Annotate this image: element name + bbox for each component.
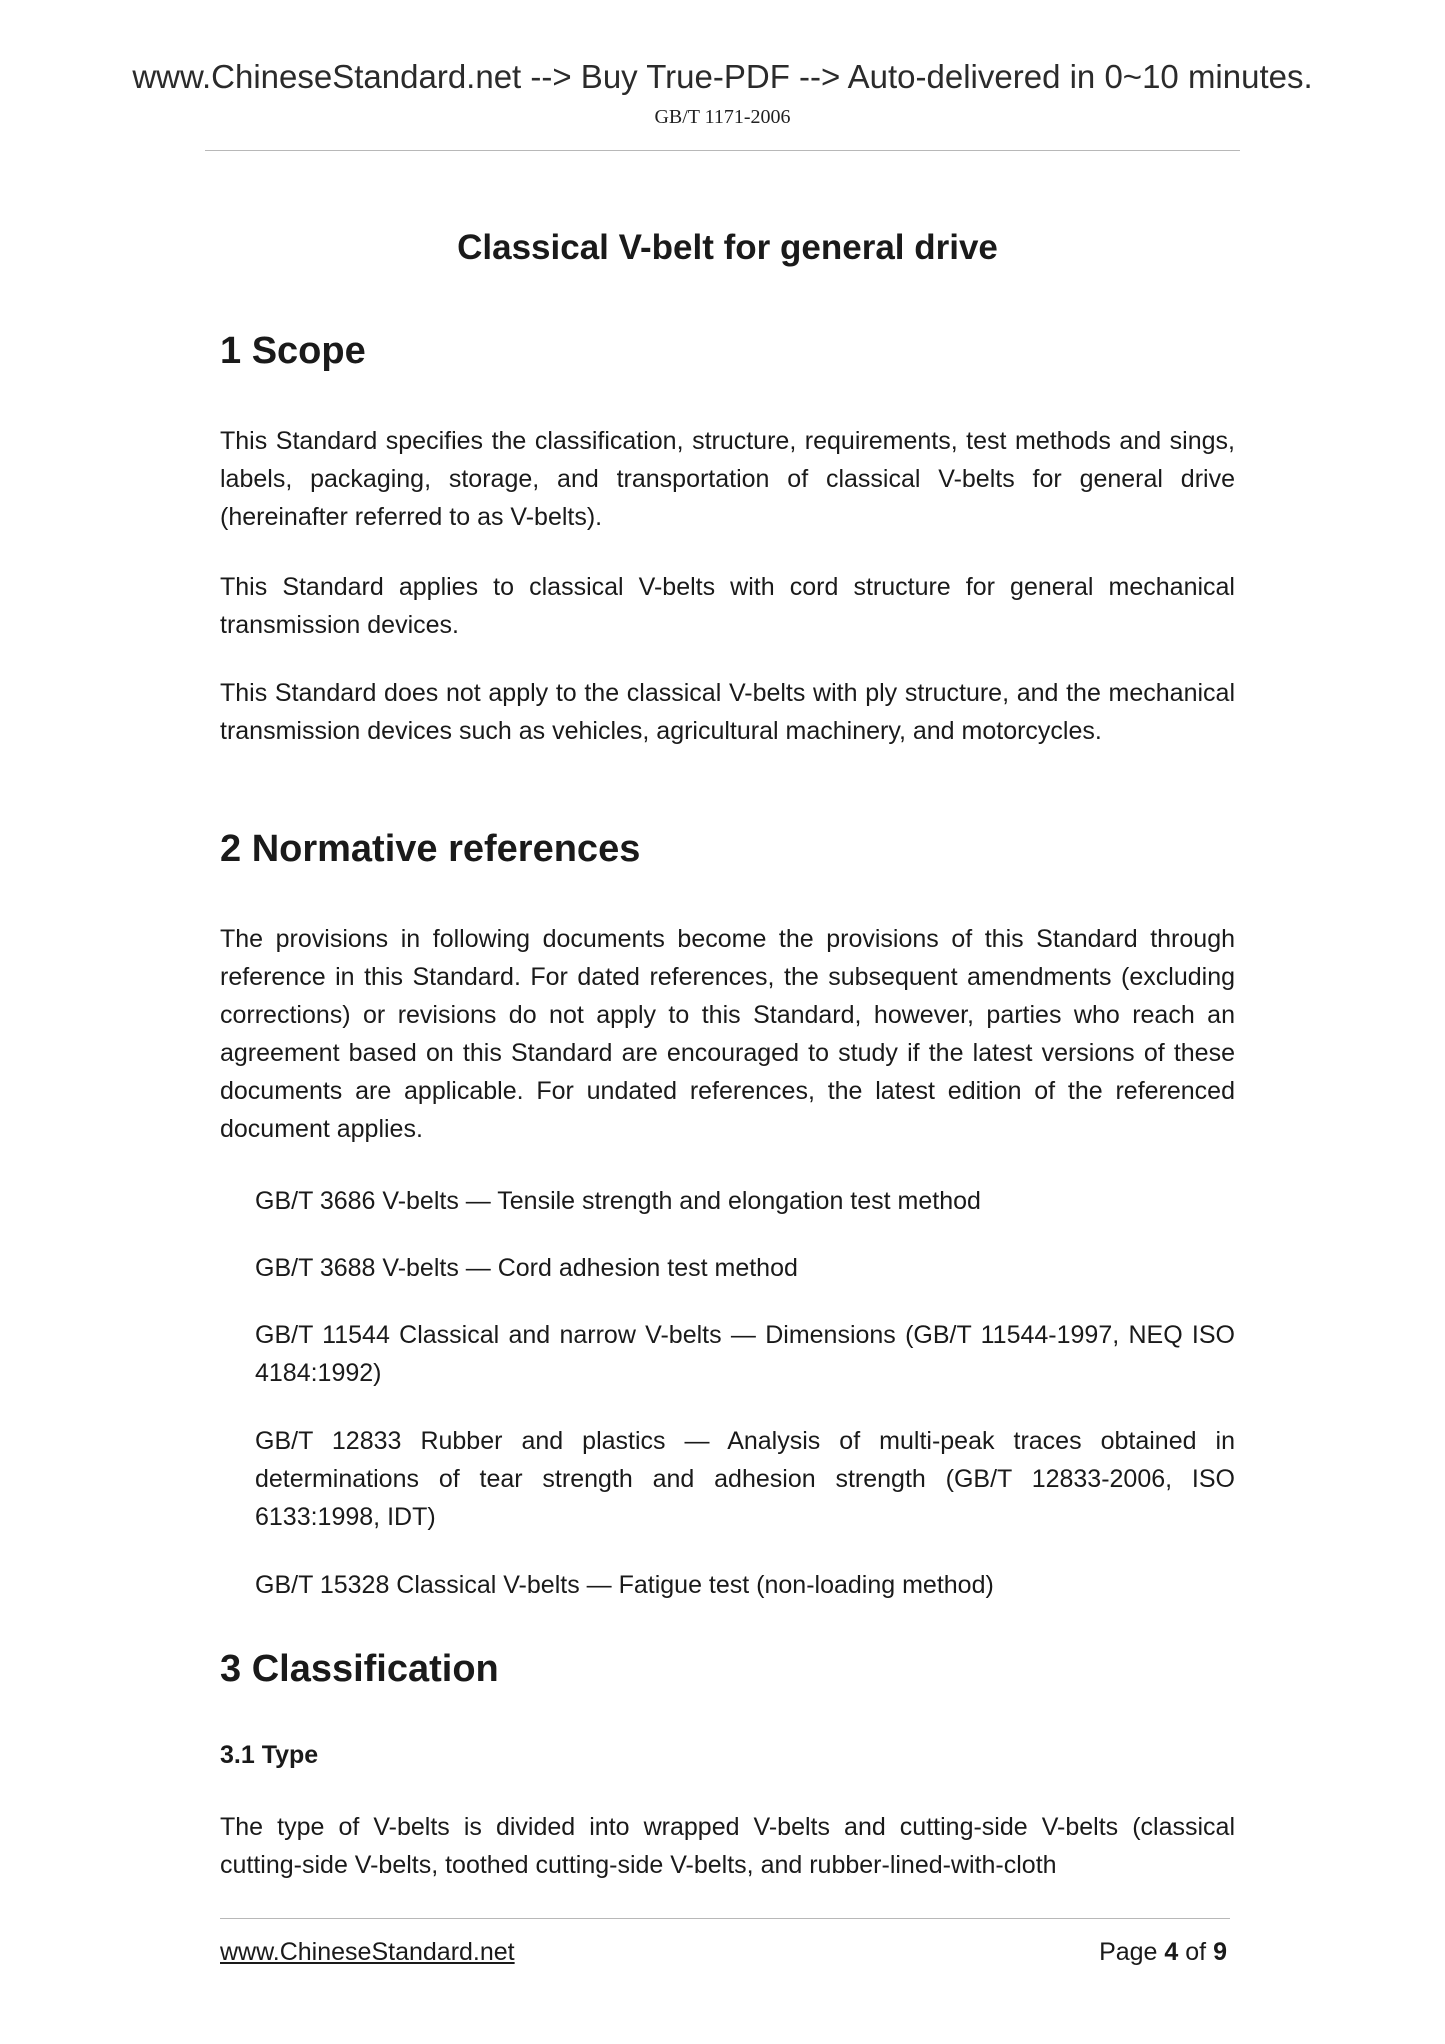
scope-paragraph-3: This Standard does not apply to the classical V-belts with ply structure, and the mechanical transmission devices such as vehicles, agricultural machinery, and motorcycles. xyxy=(220,679,1235,745)
section-heading-scope: 1 Scope xyxy=(220,330,366,372)
reference-item: GB/T 12833 Rubber and plastics — Analysis of multi-peak traces obtained in determinations of tear strength and adhesion strength (GB/T 12833-2006, ISO 6133:1998, IDT) xyxy=(255,1427,1235,1531)
page-total-number: 9 xyxy=(1213,1938,1227,1966)
reference-item: GB/T 3686 V-belts — Tensile strength and elongation test method xyxy=(255,1187,981,1215)
footer-site-link[interactable]: www.ChineseStandard.net xyxy=(220,1938,515,1966)
page-of-label: of xyxy=(1185,1938,1207,1966)
page-indicator xyxy=(1099,1938,1227,1967)
standard-code: GB/T 1171-2006 xyxy=(654,106,791,128)
scope-paragraph-2: This Standard applies to classical V-belts with cord structure for general mechanical transmission devices. xyxy=(220,573,1235,639)
header-banner: www.ChineseStandard.net --> Buy True-PDF --> Auto-delivered in 0~10 minutes. xyxy=(132,58,1313,95)
reference-item: GB/T 15328 Classical V-belts — Fatigue test (non-loading method) xyxy=(255,1571,994,1599)
normative-intro-paragraph: The provisions in following documents become the provisions of this Standard through reference in this Standard. For dated references, the subsequent amendments (excluding corrections) or revisions do not apply to this Standard, however, parties who reach an agreement based on this Standard are encouraged to study if the latest versions of these documents are applicable. For undated references, the latest edition of the referenced document applies. xyxy=(220,925,1235,1143)
header-divider xyxy=(205,150,1240,151)
footer-divider xyxy=(220,1918,1230,1919)
page-current-number: 4 xyxy=(1164,1938,1179,1966)
document-title: Classical V-belt for general drive xyxy=(457,228,998,267)
scope-paragraph-1: This Standard specifies the classification, structure, requirements, test methods and sings, labels, packaging, storage, and transportation of classical V-belts for general drive (hereinafter referred to as V-belts). xyxy=(220,427,1235,531)
section-heading-classification: 3 Classification xyxy=(220,1648,499,1690)
section-heading-normative-references: 2 Normative references xyxy=(220,828,641,870)
reference-item: GB/T 11544 Classical and narrow V-belts — Dimensions (GB/T 11544-1997, NEQ ISO 4184:1992) xyxy=(255,1321,1235,1387)
page-label: Page xyxy=(1099,1938,1158,1966)
classification-type-paragraph: The type of V-belts is divided into wrapped V-belts and cutting-side V-belts (classical cutting-side V-belts, toothed cutting-side V-belts, and rubber-lined-with-cloth xyxy=(220,1813,1235,1879)
reference-item: GB/T 3688 V-belts — Cord adhesion test method xyxy=(255,1254,798,1282)
subsection-heading-type: 3.1 Type xyxy=(220,1741,319,1769)
